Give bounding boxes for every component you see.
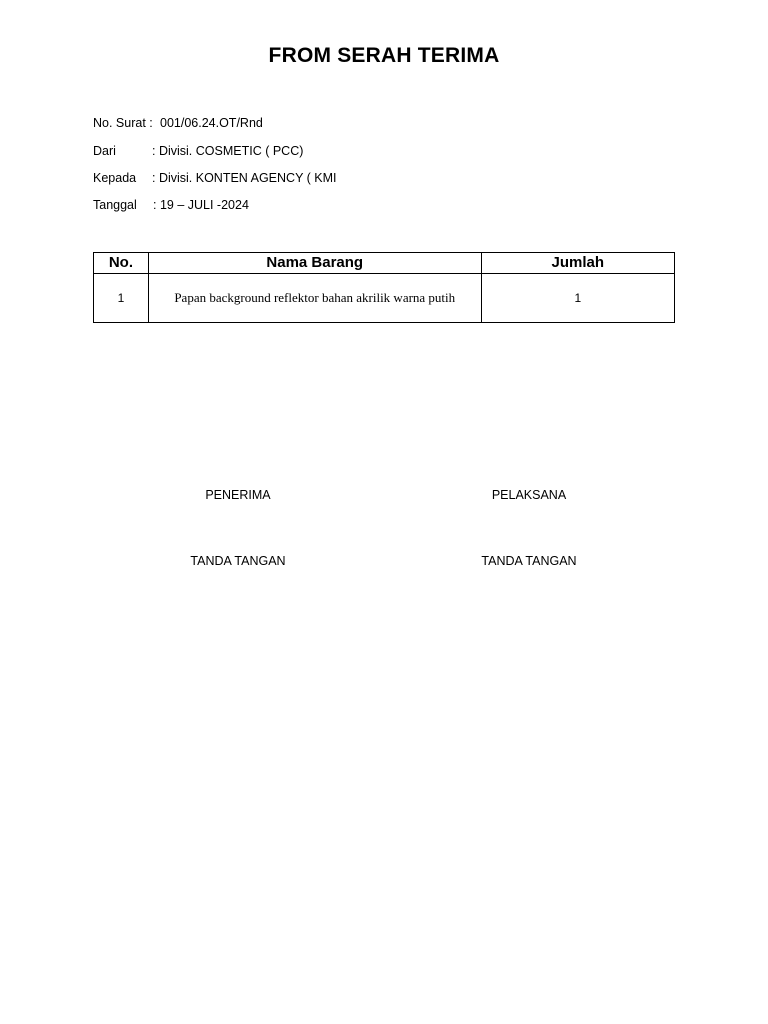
meta-value-tanggal: : 19 – JULI -2024 xyxy=(153,198,249,212)
executor-signature: TANDA TANGAN xyxy=(481,554,577,568)
meta-label-tanggal: Tanggal xyxy=(93,198,137,212)
meta-row-tanggal xyxy=(93,197,249,213)
meta-row-no-surat xyxy=(93,115,263,131)
table-header-row xyxy=(94,253,675,274)
header-jumlah: Jumlah xyxy=(481,253,674,274)
meta-row-kepada xyxy=(93,170,337,186)
items-table xyxy=(93,252,675,323)
meta-value-kepada: : Divisi. KONTEN AGENCY ( KMI xyxy=(152,171,337,185)
receiver-label: PENERIMA xyxy=(205,488,271,502)
table-row xyxy=(94,274,675,323)
meta-label-no-surat: No. Surat : xyxy=(93,116,153,130)
cell-jumlah: 1 xyxy=(481,274,674,323)
receiver-signature: TANDA TANGAN xyxy=(190,554,286,568)
header-nama-barang: Nama Barang xyxy=(148,253,481,274)
meta-value-dari: : Divisi. COSMETIC ( PCC) xyxy=(152,144,304,158)
cell-no: 1 xyxy=(94,274,149,323)
document-title: FROM SERAH TERIMA xyxy=(268,44,500,67)
executor-label: PELAKSANA xyxy=(491,488,567,502)
meta-value-no-surat: 001/06.24.OT/Rnd xyxy=(160,116,263,130)
meta-label-kepada: Kepada xyxy=(93,171,137,185)
meta-label-dari: Dari xyxy=(93,144,116,158)
meta-row-dari xyxy=(93,143,304,159)
cell-nama-barang: Papan background reflektor bahan akrilik warna putih xyxy=(148,274,481,323)
header-no: No. xyxy=(94,253,149,274)
